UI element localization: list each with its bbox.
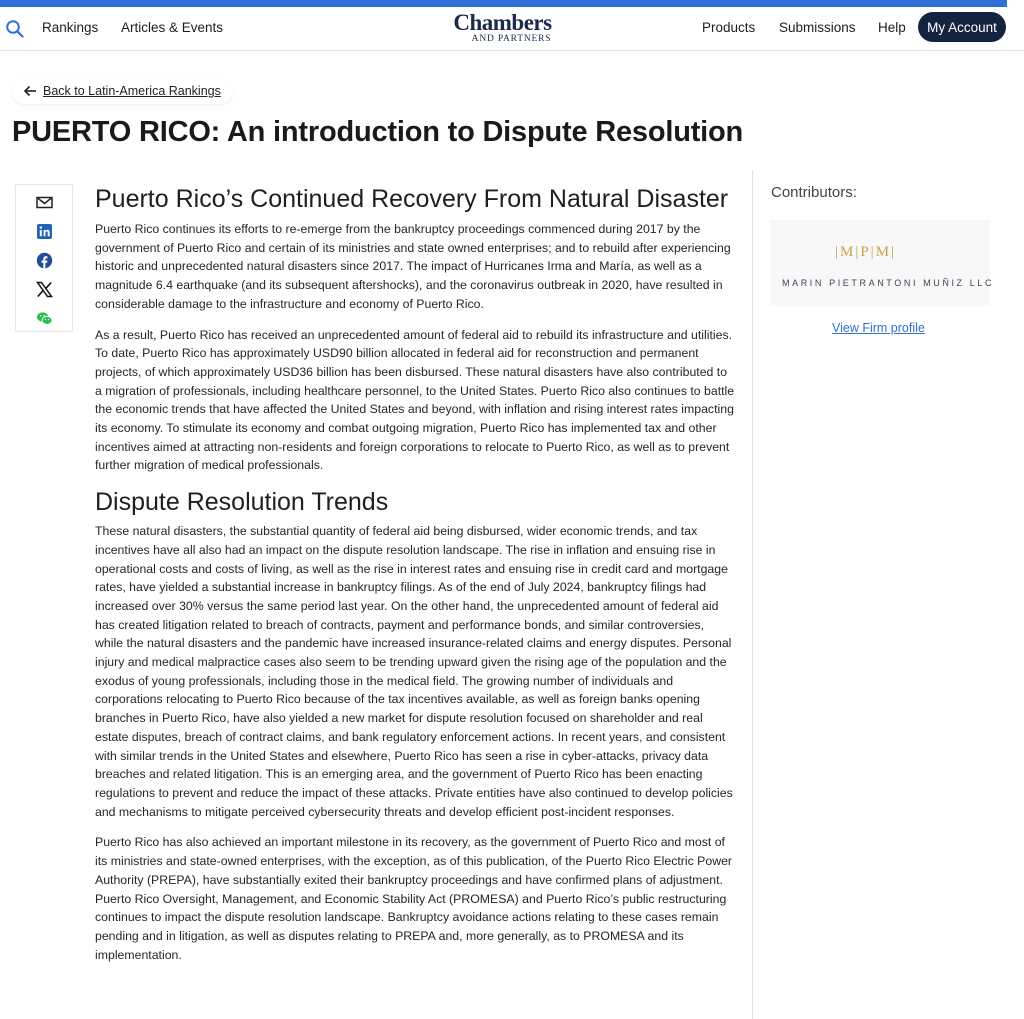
wechat-icon[interactable] [36, 310, 53, 327]
article-paragraph: As a result, Puerto Rico has received an unprecedented amount of federal aid to rebuild its infrastructure and utilities. To date, Puerto Rico has approximately USD90 billion allocated in federal aid for reconstruction and permanent projects, of which approximately USD36 billion has been disbursed. These natural disasters have also contributed to a migration of professionals, including healthcare personnel, to the United States. Puerto Rico also continues to battle the economic trends that have affected the United States and beyond, with inflation and rising interest rates impacting its economy. To stimulate its economy and combat outgoing migration, Puerto Rico has implemented tax and other incentives aimed at attracting non-residents and foreign corporations to relocate to Puerto Rico, as well as to prevent further migration of medical professionals. [95, 327, 735, 473]
sidebar-divider [752, 170, 753, 1019]
email-icon[interactable] [36, 194, 53, 211]
nav-help[interactable]: Help [878, 20, 906, 35]
article-paragraph: These natural disasters, the substantial quantity of federal aid being disbursed, wider economic trends, and tax incentives have all also had an impact on the dispute resolution landscape. The rise in inflation and ensuing rise in operational costs and costs of living, as well as the rise in interest rates and ensuing rise in credit card and mortgage rates, have yielded a substantial increase in bankruptcy filings. As of the end of July 2024, bankruptcy filings had increased over 30% versus the same period last year. On the other hand, the unprecedented amount of federal aid has created litigation related to breach of contracts, payment and performance bonds, and similar controversies, while the natural disasters and the pandemic have increased insurance-related claims and energy disputes. Personal injury and medical malpractice cases also seem to be trending upward given the rising age of the population and the exodus of young professionals, including those in the medical field. The growing number of individuals and corporations relocating to Puerto Rico because of the tax incentives available, as well as foreign banks opening branches in Puerto Rico, have also yielded a new market for dispute resolution focused on shareholder and real estate disputes, breach of contract claims, and bank regulatory enforcement actions. In recent years, and consistent with similar trends in the United States and elsewhere, Puerto Rico has seen a rise in cyber-attacks, privacy data breaches and related litigation. This is an emerging area, and the government of Puerto Rico has been enacting regulations to prevent and reduce the impact of these attacks. Private entities have also continued to develop policies and mechanisms to mitigate perceived cybersecurity threats and develop efficient post-incident responses. [95, 524, 733, 819]
back-to-rankings-link[interactable] [12, 78, 233, 104]
firm-logo[interactable] [770, 220, 995, 306]
site-header [0, 7, 1024, 51]
section-heading-recovery: Puerto Rico’s Continued Recovery From Natural Disaster [95, 185, 729, 213]
firm-logo-mark: |M|P|M| [835, 244, 897, 260]
x-icon[interactable] [36, 281, 53, 298]
logo-main-text: Chambers [453, 10, 552, 35]
linkedin-icon[interactable] [36, 223, 53, 240]
contributors-heading: Contributors: [771, 184, 857, 201]
top-accent-bar [0, 0, 1007, 7]
firm-logo-name: MARIN PIETRANTONI MUÑIZ LLC [782, 278, 995, 288]
nav-submissions[interactable]: Submissions [779, 20, 856, 35]
nav-articles-events[interactable]: Articles & Events [121, 20, 224, 35]
article-paragraph: Puerto Rico continues its efforts to re-emerge from the bankruptcy proceedings commenced during 2017 by the government of Puerto Rico and certain of its ministries and state owned enterprises; and to rebuild after experiencing historic and unprecedented natural disasters since 2017. The impact of Hurricanes Irma and María, as well as a magnitude 6.4 earthquake (and its subsequent aftershocks), and the coronavirus outbreak in 2020, have resulted in considerable damage to the infrastructure and economy of Puerto Rico. [95, 222, 731, 311]
chambers-logo[interactable] [430, 11, 575, 44]
section-heading-dispute-trends: Dispute Resolution Trends [95, 488, 389, 517]
back-link-label: Back to Latin-America Rankings [43, 84, 221, 98]
article-paragraph: Puerto Rico has also achieved an important milestone in its recovery, as the government of Puerto Rico and most of its ministries and state-owned enterprises, with the exception, as of this publication, of the Puerto Rico Electric Power Authority (PREPA), have substantially exited their bankruptcy proceedings and have confirmed plans of adjustment. Puerto Rico Oversight, Management, and Economic Stability Act (PROMESA) and Puerto Rico’s public restructuring continues to impact the dispute resolution landscape. Bankruptcy avoidance actions relating to these cases remain pending and in litigation, as well as disputes relating to PREPA and, more generally, as to PROMESA and its implementation. [95, 835, 733, 962]
my-account-button[interactable]: My Account [918, 12, 1006, 42]
search-icon[interactable] [5, 19, 25, 39]
view-firm-profile-link[interactable]: View Firm profile [832, 321, 925, 335]
page-title: PUERTO RICO: An introduction to Dispute Resolution [12, 116, 744, 148]
logo-sub-text: AND PARTNERS [471, 34, 552, 44]
nav-products[interactable]: Products [702, 20, 756, 35]
nav-rankings[interactable]: Rankings [42, 20, 99, 35]
arrow-left-icon [23, 85, 37, 97]
article-body [95, 184, 735, 964]
share-bar [15, 184, 73, 332]
facebook-icon[interactable] [36, 252, 53, 269]
